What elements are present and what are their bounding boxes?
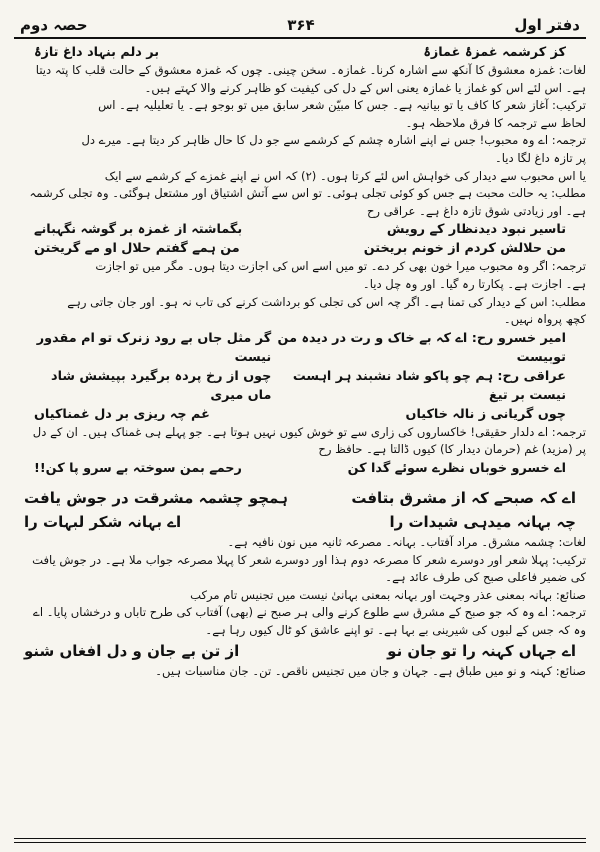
verse-second-hemistich: گر مثل جاں بے رود زنرک تو ام مقدور نیست bbox=[36, 330, 272, 365]
verse-first-hemistich: چہ بہانہ میدہی شیدات را bbox=[389, 512, 576, 531]
text-line: لغات: چشمہ مشرق۔ مراد آفتاب۔ بہانہ۔ مصرعہ ثانیہ میں نون نافیہ ہے۔ bbox=[227, 534, 586, 549]
verse-couplet bbox=[14, 405, 586, 424]
verse-first-hemistich: من حلالش کردم از خونم بریختن bbox=[363, 241, 566, 257]
page-body bbox=[14, 43, 586, 681]
verse-second-hemistich: رحمے بمن سوختہ بے سرو پا کن!! bbox=[34, 460, 242, 476]
text-line: ترجمہ: اے دلدار حقیقی! خاکساروں کی زاری سے تو خوش کیوں نہیں ہوتا ہے۔ جو پہلے ہی غمناک ہیں۔ ان کے دل bbox=[32, 424, 586, 439]
verse-couplet bbox=[14, 367, 586, 405]
text-line: ترجمہ: اے وہ کہ جو صبح کے مشرق سے طلوع کرنے والی ہر صبح نے (بھی) آفتاب کی طرح تاباں و درخشاں پایا۔ اے bbox=[33, 605, 586, 620]
text-line: لحاظ سے ترجمہ کا فرق ملاحظہ ہو۔ bbox=[405, 115, 586, 130]
text-line: لغات: غمزہ معشوق کا آنکھ سے اشارہ کرنا۔ غمازہ۔ سخن چینی۔ چوں کہ غمزہ معشوق کے حالت قلب کا پتہ دیتا bbox=[35, 63, 586, 77]
verse-second-hemistich: بر دلم بنہاد داغ تازۂ bbox=[34, 45, 160, 60]
header-book-title: دفتر اول bbox=[514, 16, 580, 34]
verse-second-hemistich: ہمچو چشمہ مشرقت در جوش یافت bbox=[24, 488, 288, 507]
header-rule bbox=[14, 37, 586, 39]
verse-first-hemistich: اے جہاں کہنہ را تو جان نو bbox=[387, 642, 576, 661]
verse-first-hemistich: تاسیر نبود دیدنظار کے رویش bbox=[386, 222, 566, 238]
text-line: پر (مزید) غم (حرمان دیدار کا) کیوں ڈالتا ہے۔ حافظ رح bbox=[318, 442, 586, 457]
verse-couplet bbox=[14, 639, 586, 663]
verse-couplet bbox=[14, 510, 586, 534]
text-line: وہ کہ جس کے لبوں کی شیرینی بے بہا ہے۔ تو اپنے عاشق کو ٹال کیوں رہا ہے۔ bbox=[205, 622, 586, 637]
verse-couplet bbox=[14, 239, 586, 258]
verse-second-hemistich: بگماشتہ از غمزہ بر گوشہ نگہبانے bbox=[34, 222, 243, 238]
text-line: ہے۔ اجازت ہے۔ پکارتا رہ گیا۔ اور وہ چل دیا۔ bbox=[362, 276, 586, 291]
page-header bbox=[14, 8, 586, 34]
text-line: مطلب: یہ حالت محبت ہے جس کو کوئی تجلی ہوئی۔ تو اس سے آتش اشتیاق اور مشتعل ہوگئی۔ وہ تجلی کرشمہ bbox=[29, 186, 586, 201]
text-line: مطلب: اس کے دیدار کی تمنا ہے۔ اگر چہ اس کی تجلی کو برداشت کرنے کی تاب نہ ہو۔ اور جان جاتی رہے bbox=[67, 294, 586, 309]
verse-second-hemistich: از تن بے جان و دل افغاں شنو bbox=[24, 642, 240, 661]
text-line: ترکیب: آغاز شعر کا کاف یا تو بیانیہ ہے۔ جس کا مبیّن شعر سابق میں تو بوجو ہے۔ یا تعلیلیہ ہے۔ اس bbox=[98, 98, 586, 113]
text-line: یا اس محبوب سے دیدار کی خواہش اس لئے کرتا ہوں۔ (۲) کہ اس نے اپنے غمزے کے کرشمے سے ایک bbox=[104, 168, 586, 183]
text-line: ترجمہ: اگر وہ محبوب میرا خون بھی کر دے۔ تو میں اسے اس کی اجازت دیتا ہوں۔ مگر میں تو اجازت bbox=[95, 259, 586, 274]
text-line: ترکیب: پہلا شعر اور دوسرے شعر کا مصرعہ دوم ہذا اور دوسرے شعر کا پہلا مصرعہ جواب ملا ہے۔ در جوش یافت bbox=[32, 552, 586, 567]
text-line: ترجمہ: اے وہ محبوب! جس نے اپنے اشارہ چشم کے کرشمے سے جو دل کا حال ظاہر کر دیتا ہے۔ میرے دل bbox=[81, 133, 586, 148]
verse-first-hemistich: اے خسرو خوباں نظرے سوئے گدا کن bbox=[347, 460, 566, 476]
text-line: پر تازہ داغ لگا دیا۔ bbox=[494, 150, 586, 165]
text-line: صنائع: بہانہ بمعنی عذر وجہت اور بہانہ بمعنی بہانیٰ نیست میں تجنیس تام مرکب bbox=[190, 587, 586, 602]
verse-couplet bbox=[14, 329, 586, 367]
header-section-title: حصہ دوم bbox=[20, 16, 88, 34]
verse-couplet bbox=[14, 220, 586, 239]
text-line: ہے۔ اس لئے اس کو غماز یا غمازہ یعنی اس کے دل کی کیفیت کو ظاہر کرنے والا کہتے ہیں۔ bbox=[144, 80, 586, 95]
verse-first-hemistich: اے کہ صبحے کہ از مشرق بتافت bbox=[351, 488, 576, 507]
section-gap bbox=[14, 478, 586, 486]
text-line: کچھ پرواہ نہیں۔ bbox=[503, 312, 586, 327]
verse-couplet bbox=[14, 486, 586, 510]
verse-first-hemistich: عراقی رح: ہم چو پاکو شاد نشبند ہر اہست نیست بر تیغ bbox=[292, 368, 566, 403]
verse-second-hemistich: چوں از رخ پردہ برگیرد بپیشش شاد ماں میری bbox=[51, 368, 272, 403]
text-line: کی ضمیر فاعلی صبح کی طرف عائد ہے۔ bbox=[385, 570, 586, 585]
text-line: ہے۔ اور زیادتی شوق تازہ داغ ہے۔ عراقی رح bbox=[366, 203, 586, 218]
page-number: ۳۶۴ bbox=[287, 16, 315, 34]
footer-rule bbox=[14, 838, 586, 843]
verse-second-hemistich: اے بہانہ شکر لبہات را bbox=[24, 512, 182, 531]
verse-first-hemistich: کز کرشمہ غمزۂ غمازۂ bbox=[423, 45, 566, 60]
verse-first-hemistich: امیر خسرو رح: اے کہ بے خاک و رت در دیدہ من توبیست bbox=[277, 330, 566, 365]
text-line: صنائع: کہنہ و نو میں طباق ہے۔ جہان و جان میں تجنیس ناقص۔ تن۔ جان مناسبات ہیں۔ bbox=[155, 664, 586, 679]
verse-couplet bbox=[14, 43, 586, 62]
verse-second-hemistich: غم چہ ریزی بر دل غمناکیاں bbox=[34, 406, 210, 422]
verse-second-hemistich: من ہمے گفتم حلال او مے گریختن bbox=[34, 241, 240, 257]
verse-couplet bbox=[14, 459, 586, 478]
verse-first-hemistich: چوں گریانی ز نالہ خاکیاں bbox=[405, 406, 566, 422]
